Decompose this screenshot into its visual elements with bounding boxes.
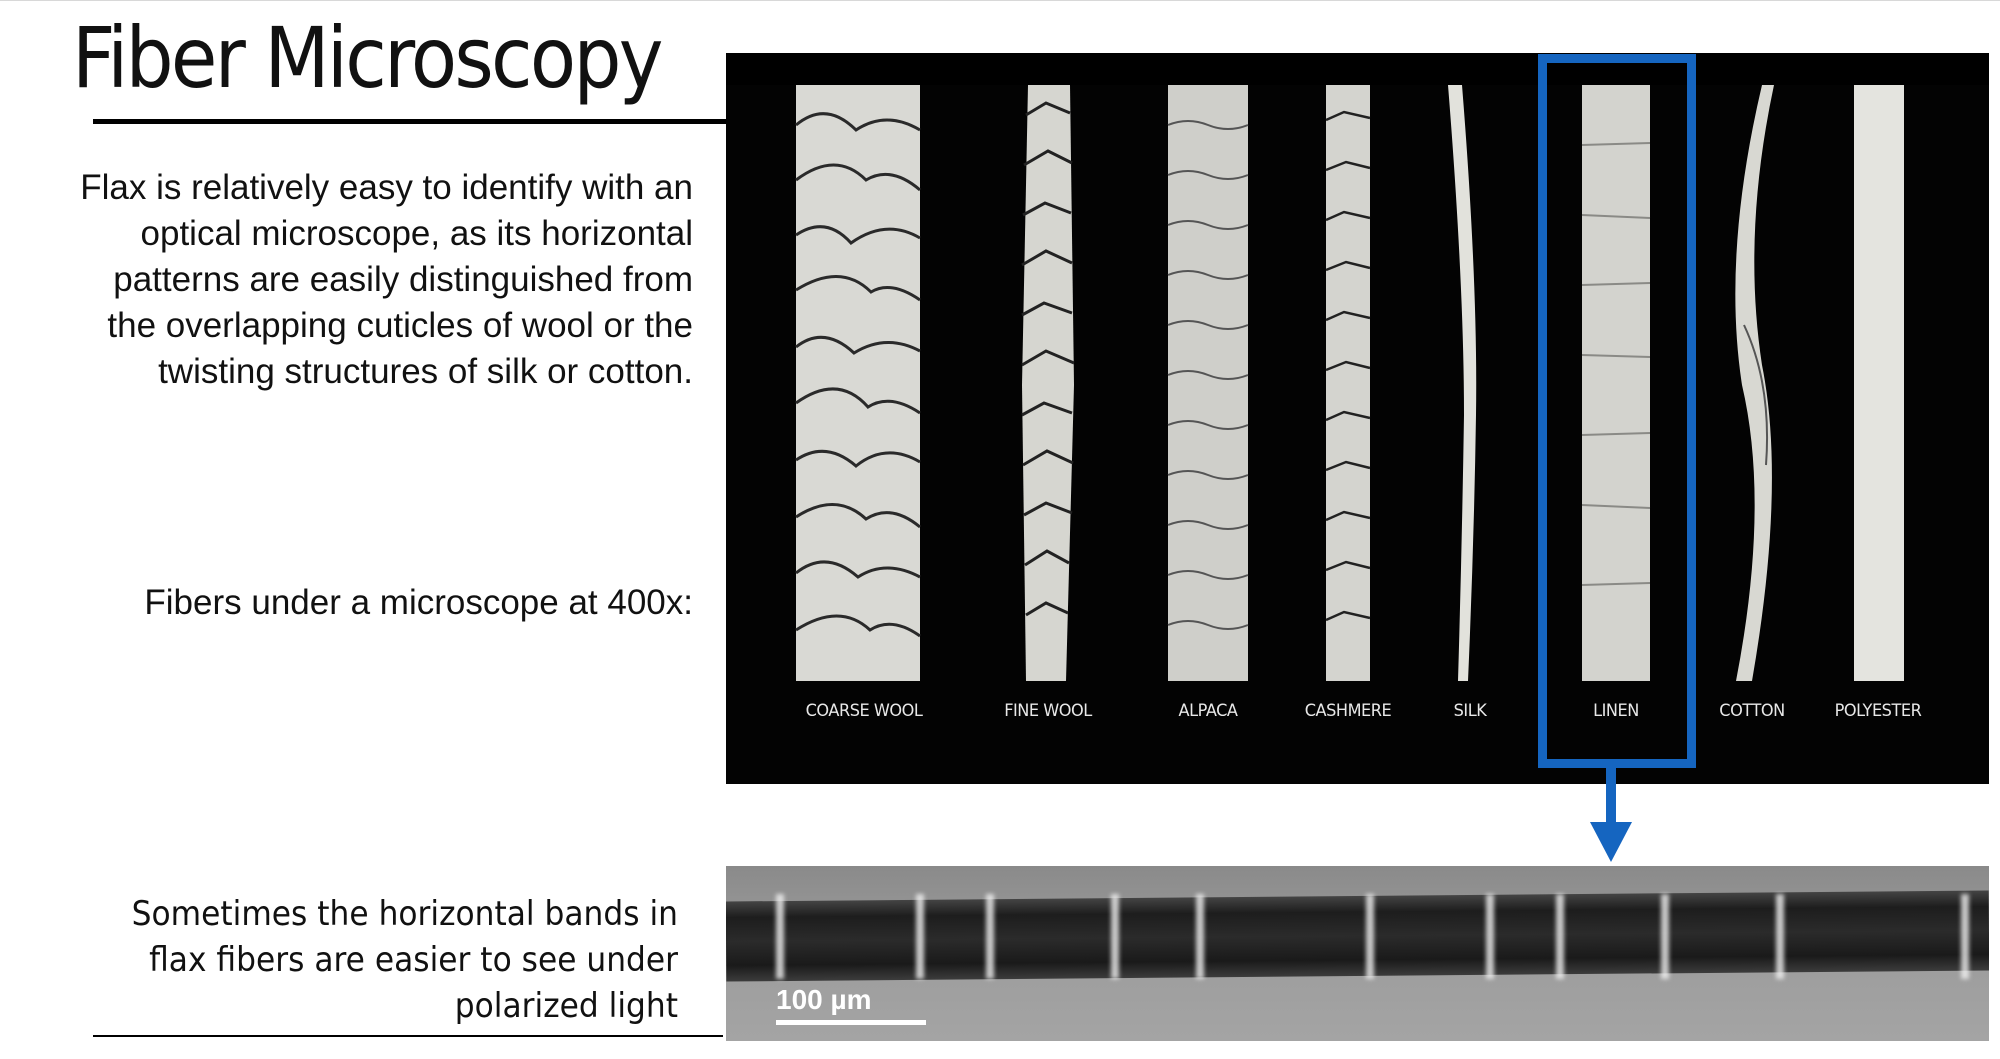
bright-band	[1661, 894, 1669, 979]
fiber-label: FINE WOOL	[1004, 701, 1092, 721]
fiber-label: SILK	[1453, 701, 1487, 721]
cashmere-fiber	[1322, 85, 1374, 681]
fiber-label: POLYESTER	[1834, 701, 1922, 721]
bright-band	[1961, 894, 1969, 979]
fiber-micrograph-image	[726, 53, 1989, 784]
linen-highlight-box	[1538, 54, 1696, 768]
micrograph-top-band	[726, 53, 1989, 85]
polarized-flax-image	[726, 866, 1989, 1041]
fiber-label: COTTON	[1719, 701, 1785, 721]
micrograph-caption: Fibers under a microscope at 400x:	[144, 583, 693, 622]
polyester-fiber	[1852, 85, 1906, 681]
bright-band	[1556, 894, 1564, 979]
scale-bar-label: 100 µm	[776, 984, 872, 1015]
arrow-head-icon	[1590, 822, 1632, 862]
polarized-note: Sometimes the horizontal bands in flax fibers are easier to see under polarized light	[131, 894, 678, 1026]
bottom-rule	[93, 1035, 723, 1037]
arrow-down-icon	[1606, 760, 1616, 822]
silk-fiber	[1438, 85, 1488, 681]
fiber-label: LINEN	[1593, 701, 1639, 721]
cotton-fiber	[1722, 85, 1792, 681]
bright-band	[986, 894, 994, 979]
bright-band	[776, 894, 784, 979]
intro-paragraph: Flax is relatively easy to identify with an optical microscope, as its horizontal patterns are easily distinguished from the overlapping cuticles of wool or the twisting structures of silk or cotton.	[80, 168, 693, 391]
top-border	[0, 0, 2000, 1]
bright-band	[1486, 894, 1494, 979]
slide-title: Fiber Microscopy	[72, 9, 661, 107]
fine-wool-fiber	[1018, 85, 1080, 681]
alpaca-fiber	[1166, 85, 1250, 681]
bright-band	[1776, 894, 1784, 979]
scale-bar	[776, 1020, 926, 1025]
bright-band	[1111, 894, 1119, 979]
title-underline	[93, 119, 726, 124]
bright-band	[1366, 894, 1374, 979]
fiber-label: COARSE WOOL	[805, 701, 923, 721]
bright-band	[916, 894, 924, 979]
coarse-wool-fiber	[792, 85, 924, 681]
bright-band	[1196, 894, 1204, 979]
fiber-label: ALPACA	[1178, 701, 1238, 721]
fiber-label: CASHMERE	[1304, 701, 1392, 721]
